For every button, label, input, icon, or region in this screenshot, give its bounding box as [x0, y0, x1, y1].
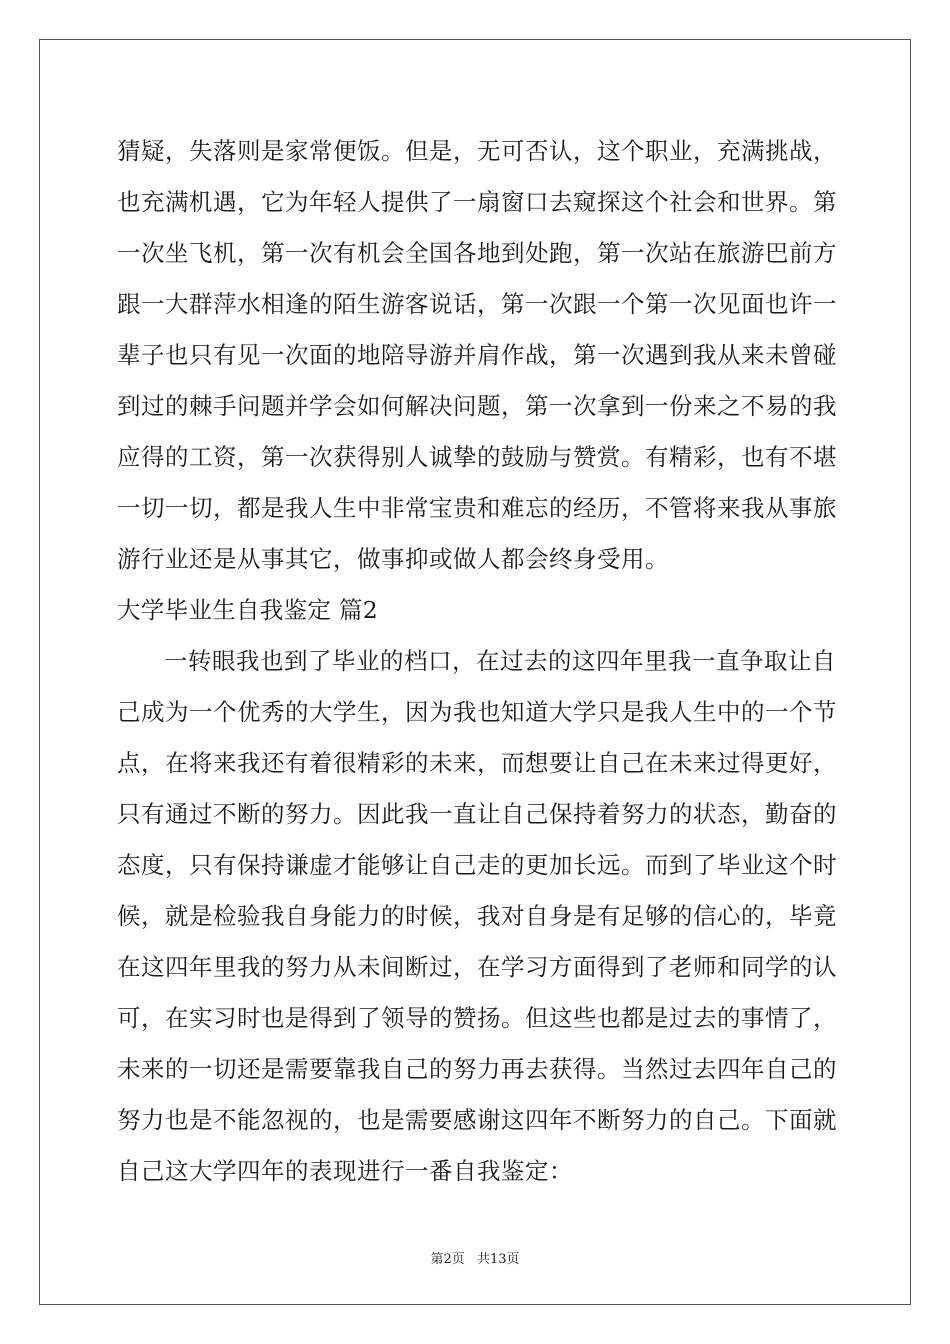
- body-line: 一切一切，都是我人生中非常宝贵和难忘的经历，不管将来我从事旅: [117, 494, 837, 522]
- page-number: 第2页: [430, 1252, 465, 1267]
- paragraph-line: 未来的一切还是需要靠我自己的努力再去获得。当然过去四年自己的: [117, 1055, 837, 1083]
- paragraph-line: 努力也是不能忽视的，也是需要感谢这四年不断努力的自己。下面就: [117, 1106, 837, 1134]
- body-line: 到过的棘手问题并学会如何解决问题，第一次拿到一份来之不易的我: [117, 392, 837, 420]
- paragraph-line: 点，在将来我还有着很精彩的未来，而想要让自己在未来过得更好，: [117, 749, 837, 777]
- section-heading: 大学毕业生自我鉴定 篇2: [117, 596, 379, 624]
- body-line: 辈子也只有见一次面的地陪导游并肩作战，第一次遇到我从来未曾碰: [117, 341, 837, 369]
- body-line: 一次坐飞机，第一次有机会全国各地到处跑，第一次站在旅游巴前方: [117, 239, 837, 267]
- paragraph-line: 在这四年里我的努力从未间断过，在学习方面得到了老师和同学的认: [117, 953, 837, 981]
- paragraph-line: 只有通过不断的努力。因此我一直让自己保持着努力的状态，勤奋的: [117, 800, 837, 828]
- body-line: 跟一大群萍水相逢的陌生游客说话，第一次跟一个第一次见面也许一: [117, 290, 837, 318]
- paragraph-line: 可，在实习时也是得到了领导的赞扬。但这些也都是过去的事情了，: [117, 1004, 837, 1032]
- paragraph-line: 一转眼我也到了毕业的档口，在过去的这四年里我一直争取让自: [164, 647, 836, 675]
- body-line: 应得的工资，第一次获得别人诚挚的鼓励与赞赏。有精彩，也有不堪: [117, 443, 837, 471]
- document-body: [117, 126, 837, 1197]
- paragraph-line: 候，就是检验我自身能力的时候，我对自身是有足够的信心的，毕竟: [117, 902, 837, 930]
- page-footer: [0, 1248, 950, 1267]
- body-line: 游行业还是从事其它，做事抑或做人都会终身受用。: [117, 545, 669, 573]
- paragraph-line: 己成为一个优秀的大学生，因为我也知道大学只是我人生中的一个节: [117, 698, 837, 726]
- page-total: 共13页: [476, 1252, 520, 1267]
- paragraph-line: 态度，只有保持谦虚才能够让自己走的更加长远。而到了毕业这个时: [117, 851, 837, 879]
- body-line: 猜疑，失落则是家常便饭。但是，无可否认，这个职业，充满挑战，: [117, 137, 837, 165]
- body-line: 也充满机遇，它为年轻人提供了一扇窗口去窥探这个社会和世界。第: [117, 188, 837, 216]
- paragraph-line: 自己这大学四年的表现进行一番自我鉴定：: [117, 1157, 573, 1185]
